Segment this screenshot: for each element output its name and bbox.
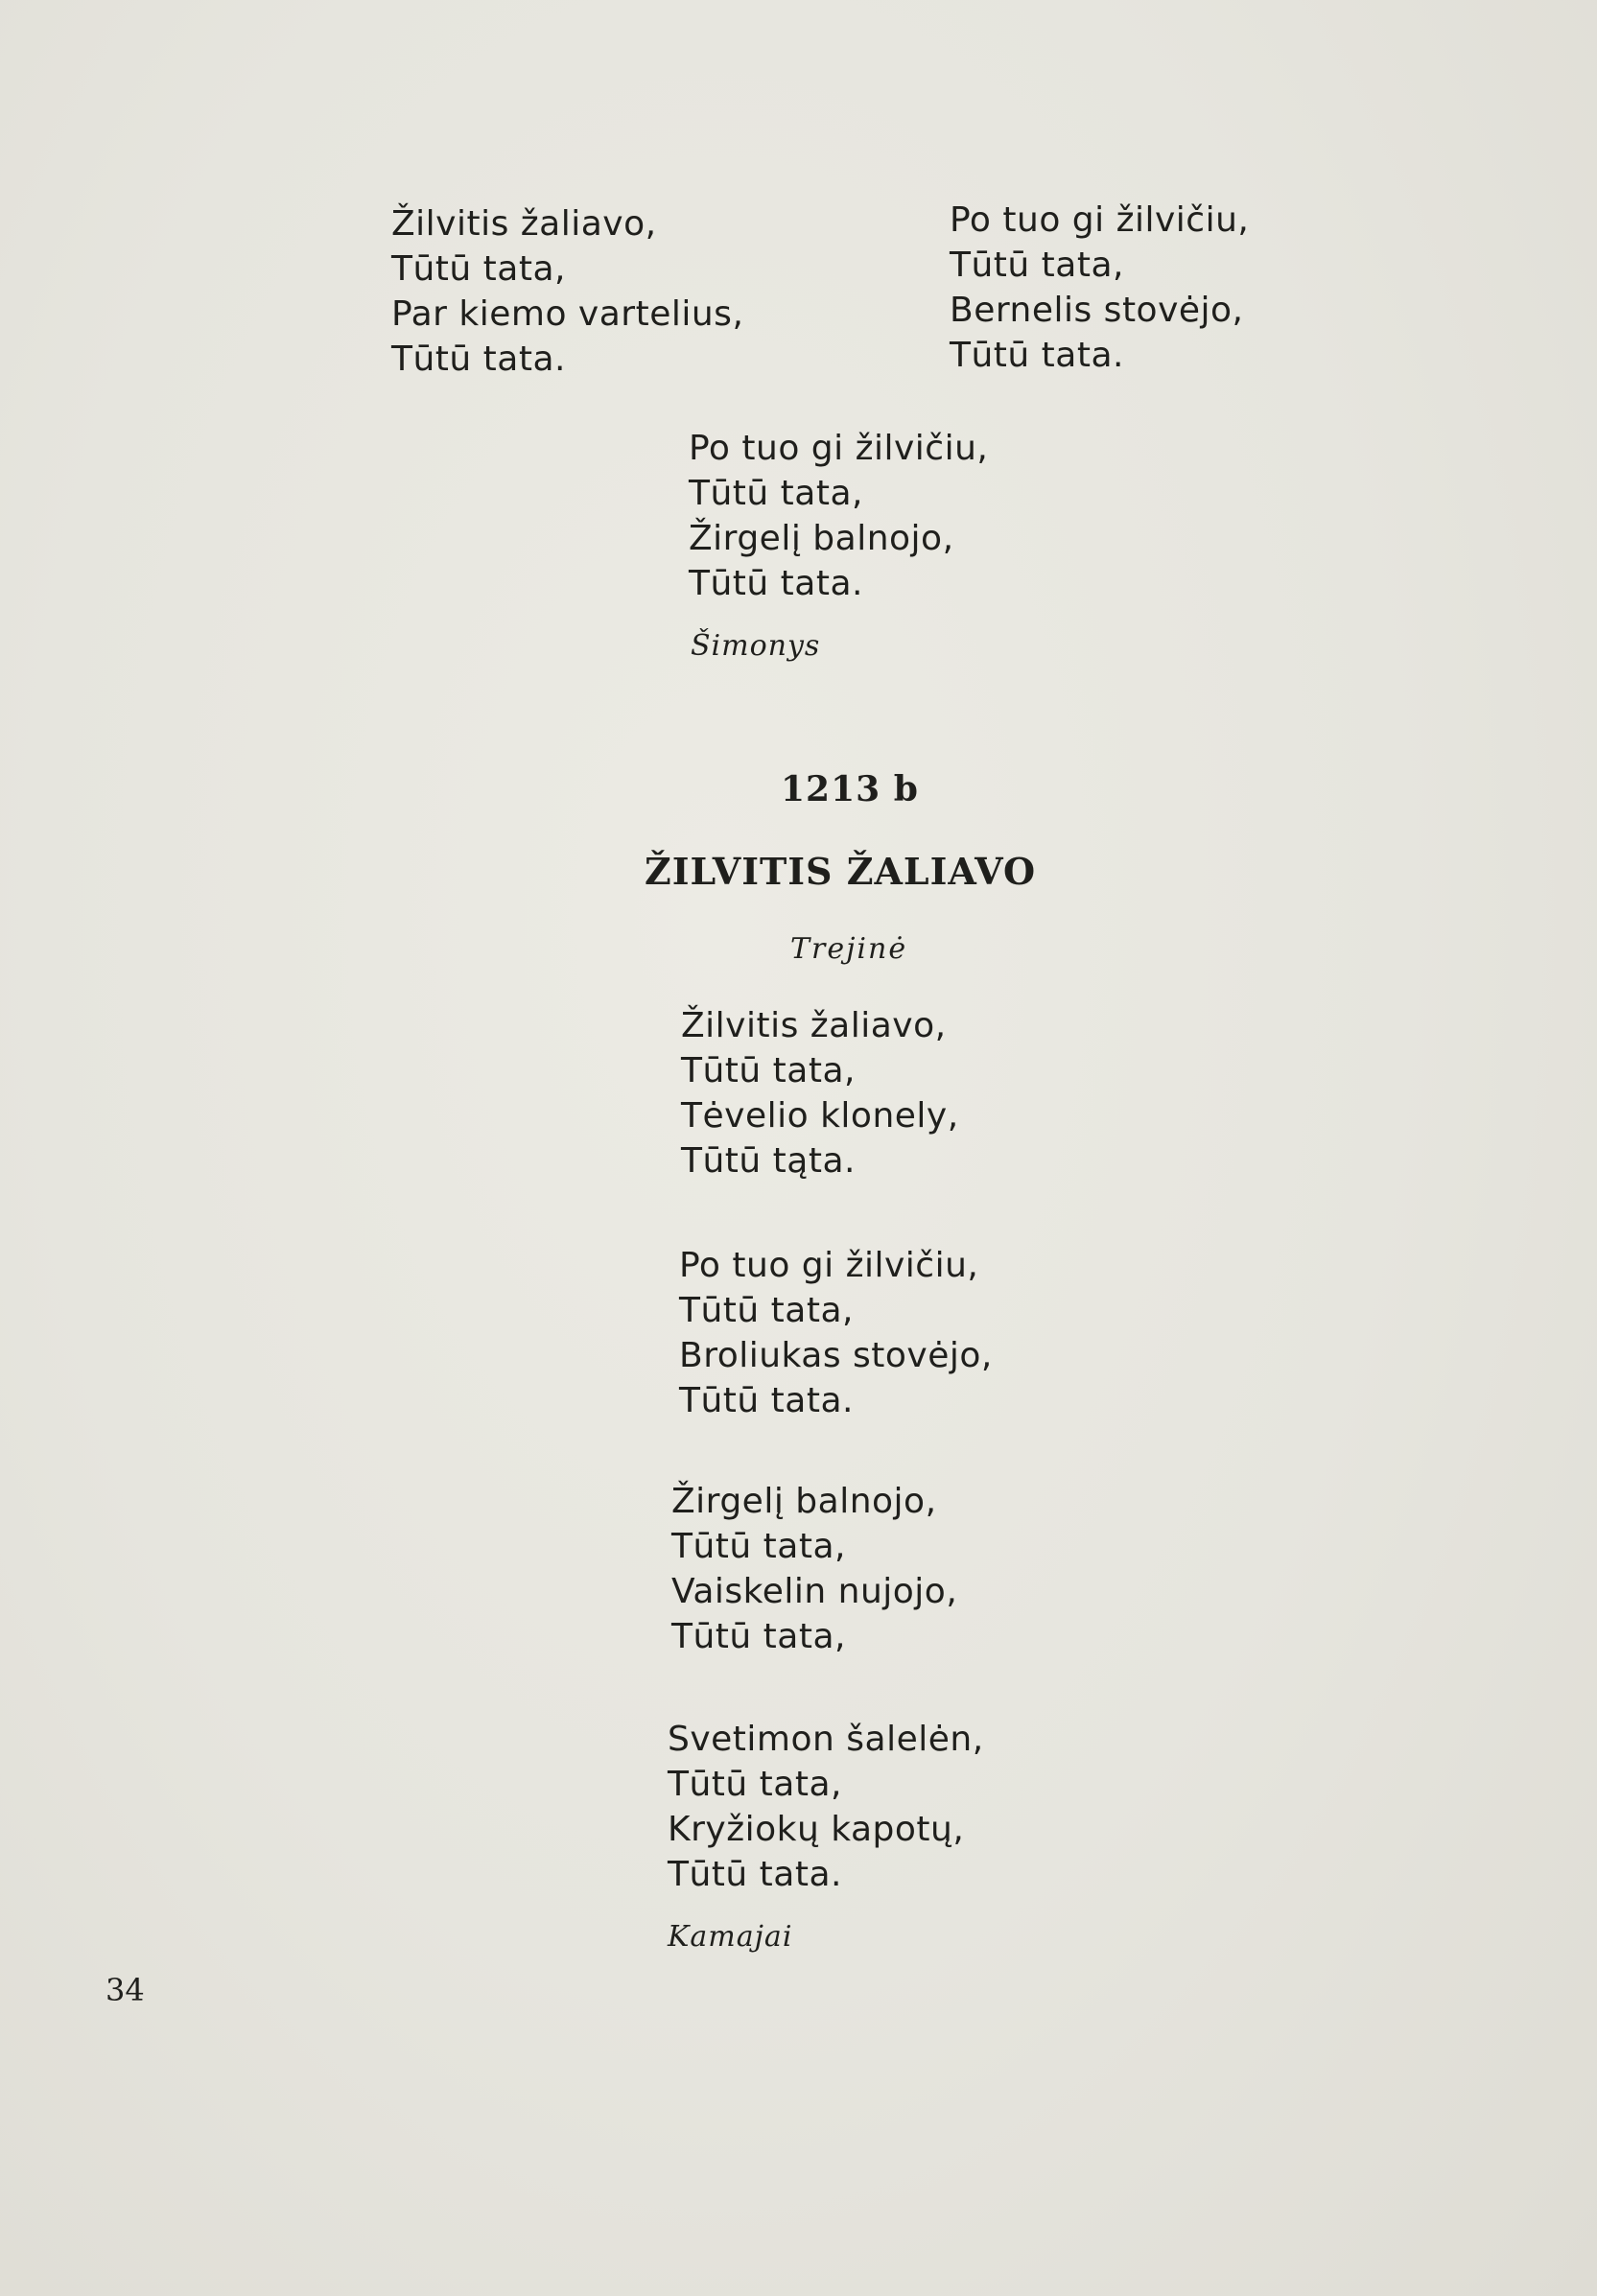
song-stanza-1 bbox=[681, 1003, 959, 1183]
center-stanza bbox=[689, 426, 988, 606]
verse-line: Žirgelį balnojo, bbox=[671, 1482, 937, 1521]
verse-line: Tūtū tata, bbox=[671, 1527, 846, 1566]
page-number: 34 bbox=[106, 1972, 145, 2008]
verse-line: Svetimon šalelėn, bbox=[668, 1720, 984, 1759]
song-title: ŽILVITIS ŽALIAVO bbox=[645, 850, 1037, 893]
verse-line: Par kiemo vartelius, bbox=[391, 294, 744, 334]
song-stanza-4 bbox=[668, 1717, 984, 1897]
verse-line: Tėvelio klonely, bbox=[681, 1096, 959, 1136]
verse-line: Žilvitis žaliavo, bbox=[681, 1006, 947, 1045]
verse-line: Tūtū tata. bbox=[679, 1381, 854, 1420]
verse-line: Po tuo gi žilvičiu, bbox=[950, 200, 1250, 240]
song-stanza-2 bbox=[679, 1243, 993, 1423]
verse-line: Tūtū tąta. bbox=[681, 1141, 856, 1181]
song-stanza-3 bbox=[671, 1479, 957, 1659]
verse-line: Po tuo gi žilvičiu, bbox=[689, 429, 989, 468]
verse-line: Broliukas stovėjo, bbox=[679, 1336, 993, 1375]
verse-line: Tūtū tata, bbox=[689, 474, 863, 513]
verse-line: Žirgelį balnojo, bbox=[689, 519, 954, 558]
verse-line: Tūtū tata, bbox=[668, 1765, 842, 1804]
source-location: Šimonys bbox=[691, 629, 821, 663]
song-number: 1213 b bbox=[781, 769, 919, 809]
verse-line: Tūtū tata, bbox=[950, 246, 1124, 285]
verse-line: Bernelis stovėjo, bbox=[950, 291, 1244, 330]
song-subtitle: Trejinė bbox=[790, 932, 908, 966]
verse-line: Tūtū tata, bbox=[681, 1051, 856, 1090]
verse-line: Vaiskelin nujojo, bbox=[671, 1572, 958, 1611]
verse-line: Tūtū tata, bbox=[391, 249, 566, 289]
top-left-stanza bbox=[391, 201, 743, 382]
verse-line: Tūtū tata. bbox=[689, 564, 863, 603]
verse-line: Kryžiokų kapotų, bbox=[668, 1810, 965, 1849]
verse-line: Tūtū tata, bbox=[679, 1291, 854, 1330]
verse-line: Tūtū tata. bbox=[668, 1855, 842, 1894]
source-location: Kamajai bbox=[668, 1920, 793, 1954]
verse-line: Žilvitis žaliavo, bbox=[391, 204, 657, 244]
verse-line: Po tuo gi žilvičiu, bbox=[679, 1246, 979, 1285]
verse-line: Tūtū tata, bbox=[671, 1617, 846, 1656]
verse-line: Tūtū tata. bbox=[391, 340, 566, 379]
verse-line: Tūtū tata. bbox=[950, 336, 1124, 375]
top-right-stanza bbox=[950, 198, 1249, 378]
